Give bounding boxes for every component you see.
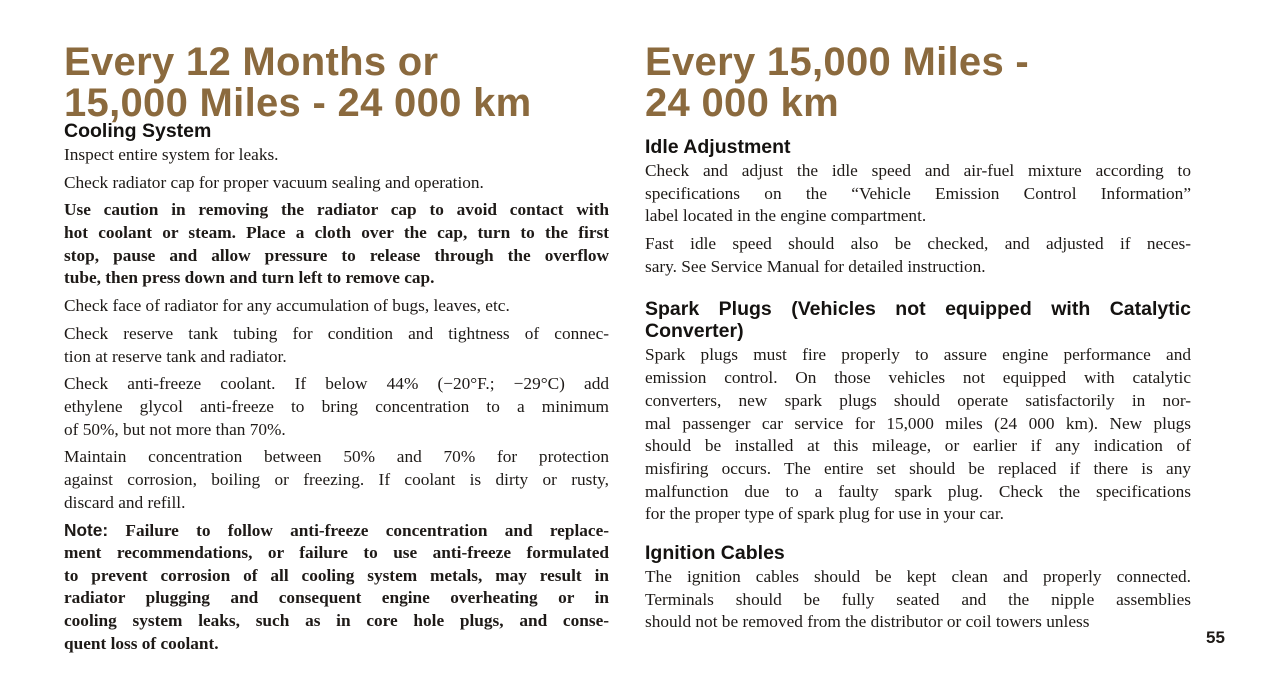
text-line: Check radiator cap for proper vacuum sealing and operation. bbox=[64, 172, 484, 192]
text-line: hot coolant or steam. Place a cloth over the cap, turn to the first bbox=[64, 223, 609, 243]
paragraph bbox=[64, 323, 609, 368]
text-line: for the proper type of spark plug for use in your car. bbox=[645, 504, 1004, 524]
note-text: Failure to follow anti-freeze concentration and replace- bbox=[108, 521, 609, 541]
paragraph bbox=[64, 172, 609, 195]
text-line: ment recommendations, or failure to use anti-freeze formulated bbox=[64, 543, 609, 563]
left-heading bbox=[64, 42, 609, 124]
text-line: ethylene glycol anti-freeze to bring concentration to a minimum bbox=[64, 396, 609, 416]
text-line: Maintain concentration between 50% and 70% for protection bbox=[64, 447, 609, 467]
text-line: of 50%, but not more than 70%. bbox=[64, 419, 286, 439]
left-sections bbox=[64, 120, 609, 656]
section-title bbox=[645, 542, 1191, 564]
left-column bbox=[64, 0, 609, 656]
title-line: Converter) bbox=[645, 320, 744, 343]
text-line: malfunction due to a faulty spark plug. Check the specifications bbox=[645, 481, 1191, 501]
text-line: quent loss of coolant. bbox=[64, 633, 219, 653]
text-line: tion at reserve tank and radiator. bbox=[64, 346, 287, 366]
text-line: Check and adjust the idle speed and air-fuel mixture according to bbox=[645, 161, 1191, 180]
text-line: converters, new spark plugs should operate satisfactorily in nor- bbox=[645, 390, 1191, 410]
paragraph bbox=[64, 446, 609, 514]
text-line: emission control. On those vehicles not equipped with catalytic bbox=[645, 368, 1191, 388]
paragraph bbox=[64, 199, 609, 290]
text-line: Inspect entire system for leaks. bbox=[64, 145, 279, 164]
text-line: against corrosion, boiling or freezing. If coolant is dirty or rusty, bbox=[64, 470, 609, 490]
title-line: Idle Adjustment bbox=[645, 136, 791, 158]
section bbox=[64, 120, 609, 656]
text-line: Check face of radiator for any accumulation of bugs, leaves, etc. bbox=[64, 296, 510, 316]
text-line: label located in the engine compartment. bbox=[645, 206, 927, 226]
text-line: Check anti-freeze coolant. If below 44% (−20°F.; −29°C) add bbox=[64, 374, 609, 394]
right-heading bbox=[645, 42, 1191, 124]
text-line: cooling system leaks, such as in core hole plugs, and conse- bbox=[64, 611, 609, 631]
paragraph bbox=[645, 566, 1191, 634]
text-line: to prevent corrosion of all cooling system metals, may result in bbox=[64, 565, 609, 585]
paragraph bbox=[645, 233, 1191, 278]
text-line: Terminals should be fully seated and the nipple assemblies bbox=[645, 589, 1191, 609]
text-line: should be installed at this mileage, or earlier if any indication of bbox=[645, 436, 1191, 456]
paragraph bbox=[64, 373, 609, 441]
text-line: radiator plugging and consequent engine overheating or in bbox=[64, 588, 609, 608]
text-line bbox=[64, 519, 609, 542]
heading-line: Every 12 Months or bbox=[64, 40, 439, 84]
text-line: discard and refill. bbox=[64, 492, 186, 512]
text-line: Fast idle speed should also be checked, and adjusted if neces- bbox=[645, 234, 1191, 254]
heading-line: 15,000 Miles - 24 000 km bbox=[64, 81, 532, 125]
paragraph bbox=[645, 160, 1191, 228]
section bbox=[645, 542, 1191, 634]
text-line: specifications on the “Vehicle Emission Control Information” bbox=[645, 183, 1191, 203]
note-label: Note: bbox=[64, 520, 109, 541]
heading-line: Every 15,000 Miles - bbox=[645, 40, 1030, 84]
text-line: misfiring occurs. The entire set should be replaced if there is any bbox=[645, 458, 1191, 478]
text-line: Check reserve tank tubing for condition and tightness of connec- bbox=[64, 323, 609, 343]
paragraph bbox=[64, 519, 609, 655]
section bbox=[645, 298, 1191, 526]
section-title bbox=[645, 298, 1191, 342]
paragraph bbox=[64, 144, 609, 167]
text-line: tube, then press down and turn left to remove cap. bbox=[64, 268, 435, 288]
text-line: The ignition cables should be kept clean and properly connected. bbox=[645, 566, 1191, 586]
text-line: sary. See Service Manual for detailed instruction. bbox=[645, 256, 986, 276]
text-line: should not be removed from the distributor or coil towers unless bbox=[645, 612, 1090, 632]
heading-line: 24 000 km bbox=[645, 81, 839, 125]
title-line: Cooling System bbox=[64, 120, 212, 142]
section-title bbox=[645, 136, 1191, 158]
paragraph bbox=[64, 295, 609, 318]
text-line: Use caution in removing the radiator cap to avoid contact with bbox=[64, 200, 609, 220]
text-line: mal passenger car service for 15,000 miles (24 000 km). New plugs bbox=[645, 413, 1191, 433]
text-line: stop, pause and allow pressure to release through the overflow bbox=[64, 245, 609, 265]
text-line: Spark plugs must fire properly to assure engine performance and bbox=[645, 345, 1191, 365]
paragraph bbox=[645, 344, 1191, 526]
section bbox=[645, 136, 1191, 278]
page-number: 55 bbox=[1206, 628, 1225, 647]
right-sections bbox=[645, 136, 1191, 634]
title-line: Ignition Cables bbox=[645, 541, 785, 564]
title-line: Spark Plugs (Vehicles not equipped with Catalytic bbox=[645, 298, 1191, 321]
right-column bbox=[645, 0, 1191, 634]
